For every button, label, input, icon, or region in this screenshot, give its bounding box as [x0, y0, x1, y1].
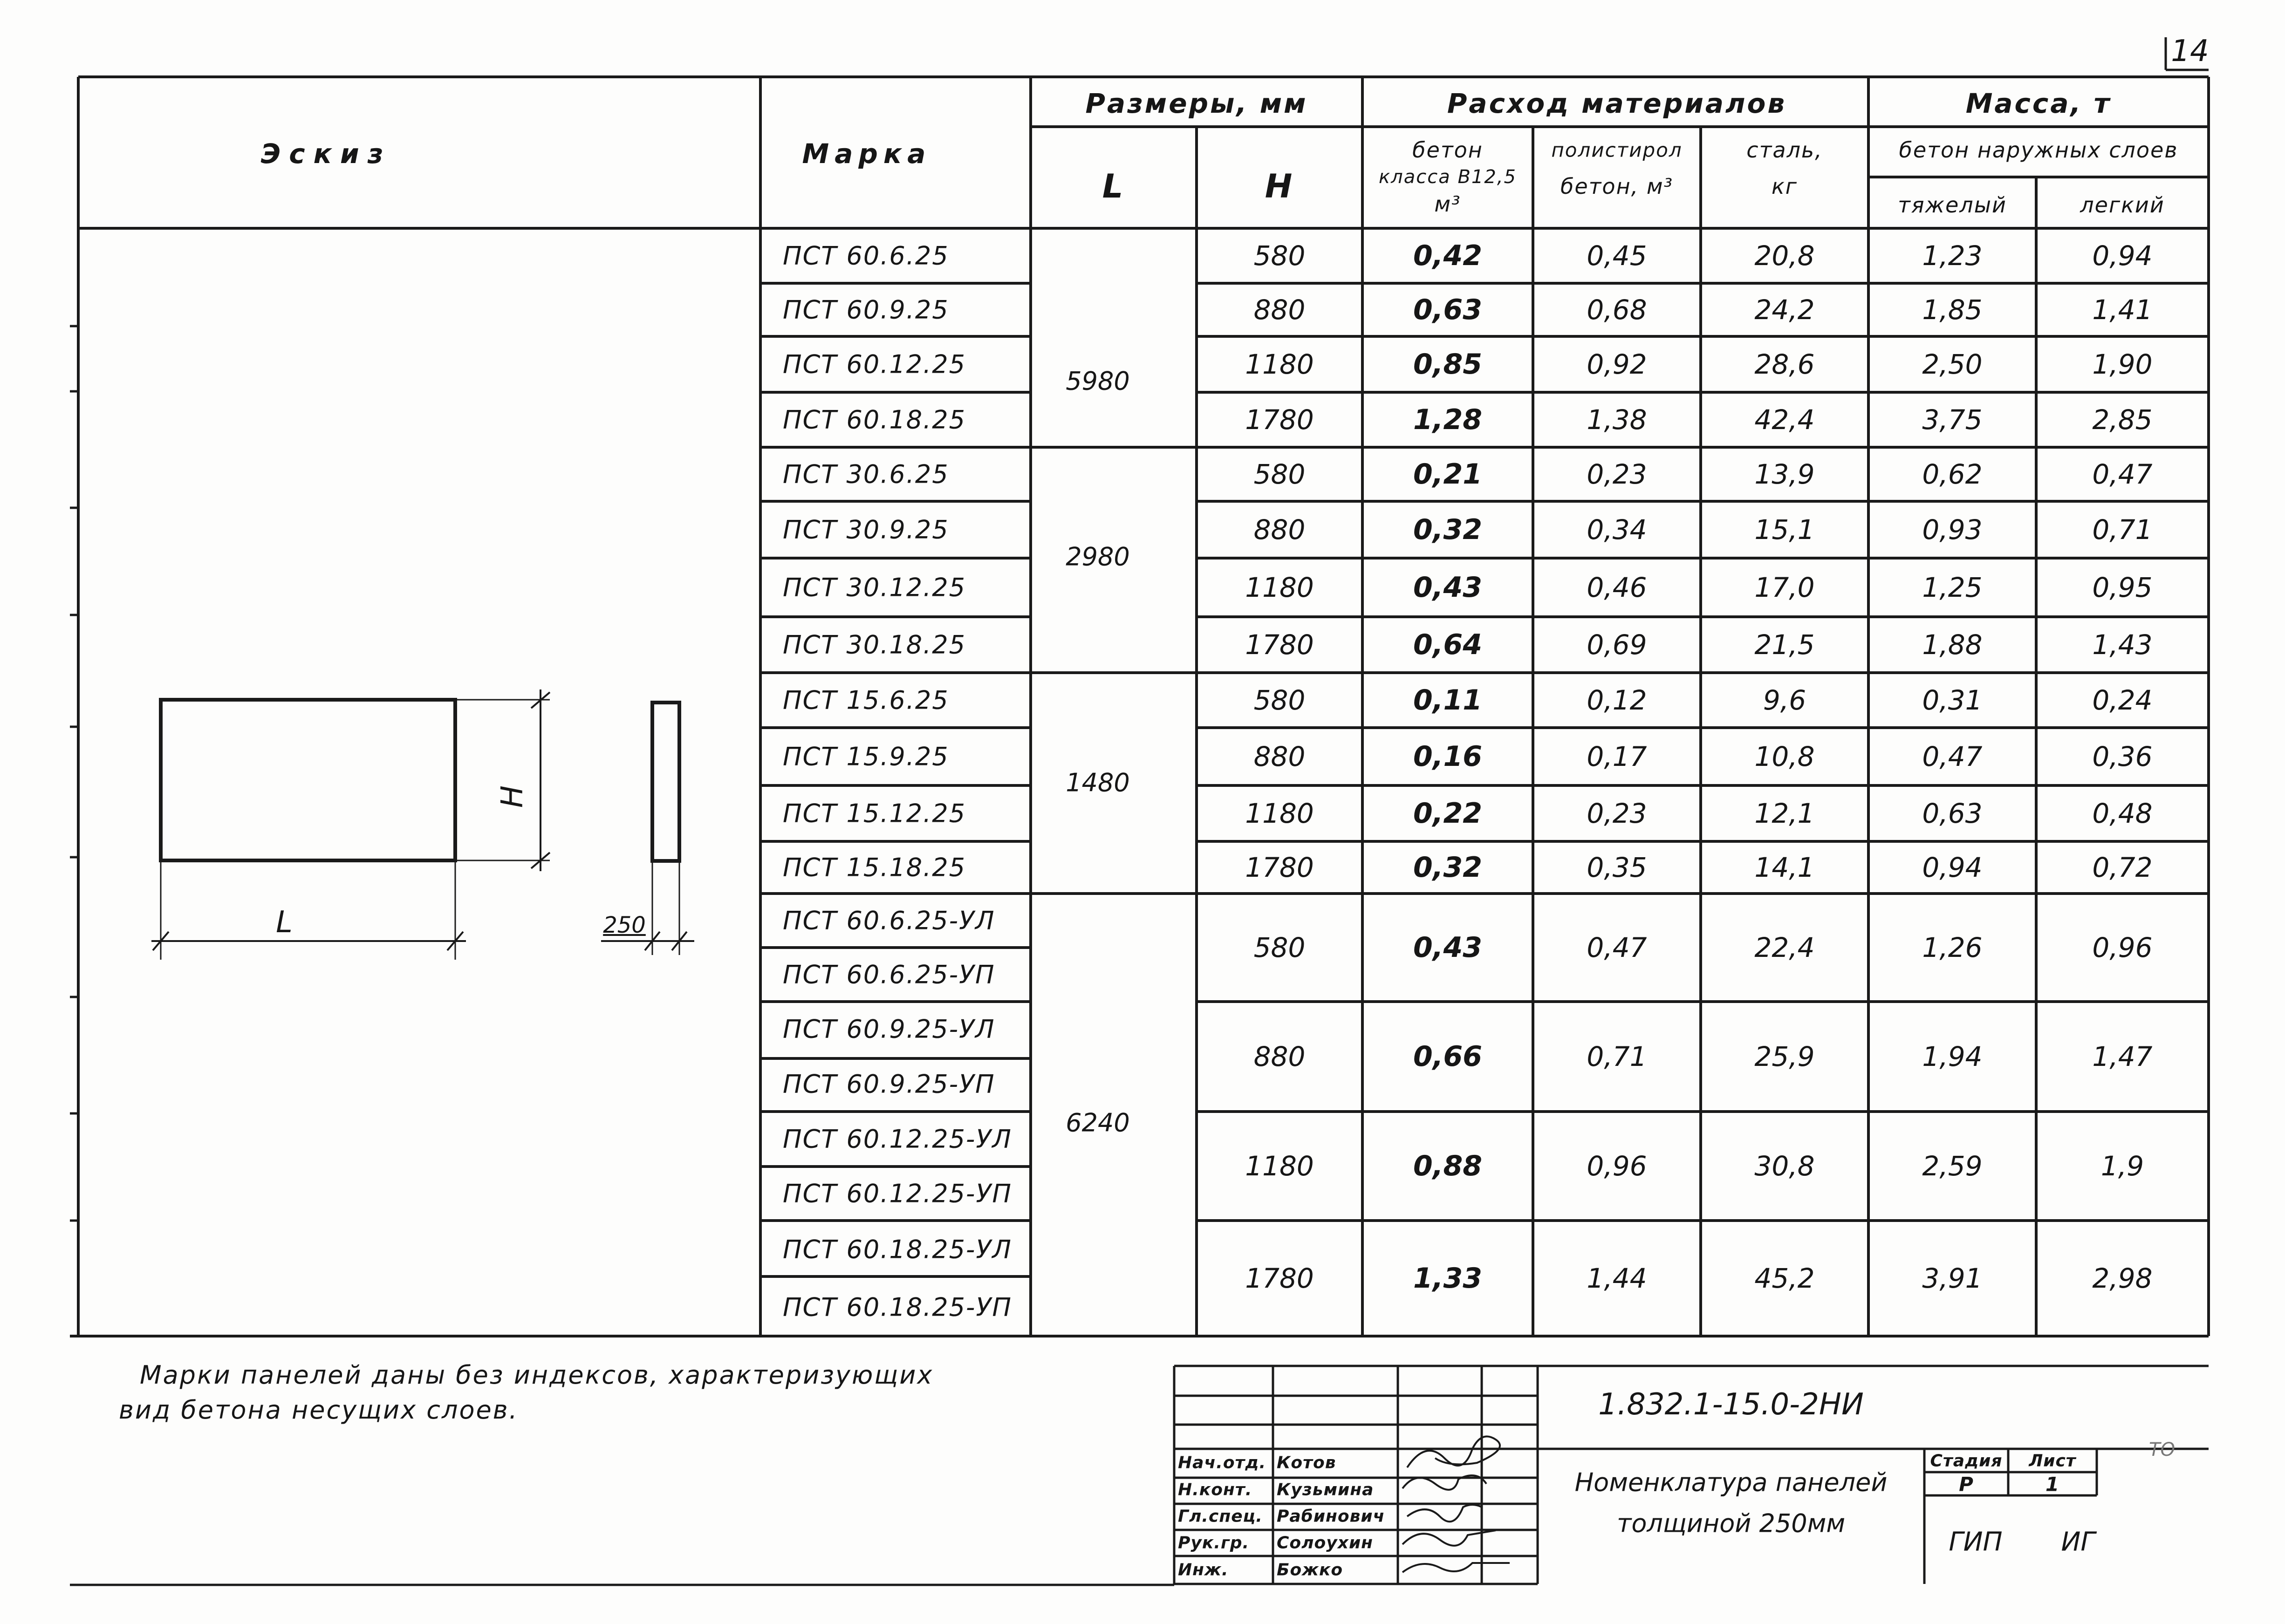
sheet-label: Лист: [2029, 1451, 2076, 1471]
cell-mark: ПСТ 30.6.25: [783, 459, 949, 489]
stage-value: Р: [1959, 1473, 1974, 1496]
cell-h: 580: [1253, 684, 1306, 716]
cell-light: 0,96: [2092, 932, 2153, 963]
cell-h: 1780: [1245, 1262, 1314, 1294]
cell-poly: 0,71: [1587, 1041, 1647, 1072]
header-poly-2: бетон, м³: [1560, 174, 1674, 199]
cell-poly: 0,45: [1587, 240, 1647, 272]
cell-heavy: 2,50: [1922, 348, 1983, 380]
cell-heavy: 1,88: [1922, 629, 1983, 661]
cell-heavy: 1,23: [1922, 240, 1983, 272]
cell-heavy: 1,26: [1922, 932, 1983, 963]
cell-light: 0,72: [2092, 852, 2153, 883]
cell-steel: 30,8: [1754, 1150, 1815, 1182]
cell-mark: ПСТ 15.9.25: [783, 742, 949, 771]
header-outer-layers: бетон наружных слоев: [1899, 137, 2178, 163]
cell-light: 1,47: [2092, 1041, 2153, 1072]
cell-steel: 12,1: [1754, 798, 1815, 829]
cell-heavy: 0,31: [1922, 684, 1983, 716]
l-group-6240: 6240: [1066, 1108, 1130, 1138]
cell-mark: ПСТ 30.12.25: [783, 573, 966, 602]
header-mass: Масса, т: [1965, 88, 2112, 119]
cell-light: 1,43: [2092, 629, 2153, 661]
cell-h: 1180: [1245, 798, 1314, 829]
cell-light: 1,41: [2092, 294, 2153, 326]
cell-concrete: 0,16: [1413, 740, 1483, 773]
cell-poly: 0,96: [1587, 1150, 1647, 1182]
cell-concrete: 0,32: [1413, 851, 1483, 884]
cell-poly: 0,34: [1587, 514, 1647, 546]
sketch-label-thickness: 250: [603, 912, 646, 938]
cell-light: 0,47: [2092, 458, 2153, 490]
cell-mark: ПСТ 30.18.25: [783, 630, 966, 660]
cell-concrete: 0,11: [1413, 684, 1483, 716]
header-concrete-3: м³: [1434, 191, 1461, 217]
cell-light: 0,95: [2092, 572, 2153, 603]
cell-steel: 22,4: [1754, 932, 1815, 963]
cell-mark: ПСТ 60.18.25-УП: [783, 1292, 1012, 1322]
cell-poly: 0,23: [1587, 458, 1647, 490]
cell-light: 0,71: [2092, 514, 2153, 546]
cell-concrete: 0,42: [1413, 239, 1483, 272]
right-fragment: ТО: [2149, 1439, 2175, 1460]
staff-name: Кузьмина: [1277, 1480, 1374, 1500]
cell-h: 1180: [1245, 1150, 1314, 1182]
cell-heavy: 1,85: [1922, 294, 1983, 326]
cell-h: 1180: [1245, 348, 1314, 380]
cell-steel: 20,8: [1754, 240, 1815, 272]
cell-h: 1780: [1245, 404, 1314, 436]
cell-poly: 0,46: [1587, 572, 1647, 603]
header-sketch: Эскиз: [260, 138, 392, 170]
cell-light: 0,48: [2092, 798, 2153, 829]
cell-steel: 42,4: [1754, 404, 1815, 436]
cell-h: 1180: [1245, 572, 1314, 603]
cell-poly: 0,92: [1587, 348, 1647, 380]
cell-heavy: 3,75: [1922, 404, 1983, 436]
organization: ГИП: [1949, 1527, 2003, 1557]
cell-concrete: 1,33: [1413, 1262, 1483, 1295]
cell-mark: ПСТ 15.12.25: [783, 798, 966, 828]
cell-mark: ПСТ 15.18.25: [783, 853, 966, 882]
cell-concrete: 0,32: [1413, 513, 1483, 546]
organization-tail: ИГ: [2061, 1527, 2095, 1557]
cell-h: 880: [1253, 294, 1306, 326]
cell-h: 880: [1253, 1041, 1306, 1072]
cell-mark: ПСТ 60.12.25-УЛ: [783, 1124, 1012, 1153]
sheet-number: 14: [2171, 34, 2209, 68]
cell-concrete: 0,85: [1413, 348, 1483, 381]
cell-concrete: 0,43: [1413, 571, 1483, 604]
cell-light: 0,94: [2092, 240, 2153, 272]
cell-concrete: 1,28: [1413, 403, 1483, 436]
cell-concrete: 0,66: [1413, 1040, 1483, 1073]
l-group-1480: 1480: [1066, 768, 1130, 798]
header-mark: Марка: [802, 138, 931, 170]
cell-concrete: 0,88: [1413, 1150, 1483, 1182]
cell-poly: 0,12: [1587, 684, 1647, 716]
cell-heavy: 1,94: [1922, 1041, 1983, 1072]
cell-mark: ПСТ 60.9.25-УЛ: [783, 1014, 995, 1044]
note-line-2: вид бетона несущих слоев.: [119, 1395, 519, 1425]
l-group-5980: 5980: [1066, 366, 1130, 396]
cell-poly: 1,38: [1587, 404, 1647, 436]
cell-steel: 28,6: [1754, 348, 1815, 380]
sheet-value: 1: [2045, 1473, 2060, 1496]
header-poly-1: полистирол: [1551, 138, 1683, 162]
cell-h: 580: [1253, 932, 1306, 963]
staff-role: Н.конт.: [1178, 1480, 1252, 1500]
header-dim-h: H: [1265, 167, 1294, 205]
cell-steel: 10,8: [1754, 741, 1815, 772]
cell-mark: ПСТ 60.6.25-УЛ: [783, 906, 995, 935]
cell-concrete: 0,21: [1413, 458, 1483, 491]
header-concrete-2: класса В12,5: [1379, 166, 1517, 188]
header-concrete-1: бетон: [1412, 137, 1483, 163]
header-dimensions: Размеры, мм: [1085, 88, 1308, 119]
cell-h: 580: [1253, 458, 1306, 490]
cell-steel: 15,1: [1754, 514, 1815, 546]
l-group-2980: 2980: [1066, 542, 1130, 572]
cell-mark: ПСТ 60.12.25: [783, 349, 966, 379]
cell-mark: ПСТ 15.6.25: [783, 685, 949, 715]
staff-name: Котов: [1277, 1453, 1336, 1473]
cell-steel: 45,2: [1754, 1262, 1815, 1294]
cell-light: 2,98: [2092, 1262, 2153, 1294]
cell-steel: 24,2: [1754, 294, 1815, 326]
document-title-1: Номенклатура панелей: [1574, 1467, 1888, 1497]
cell-light: 0,24: [2092, 684, 2153, 716]
cell-mark: ПСТ 60.6.25-УП: [783, 960, 995, 989]
cell-heavy: 2,59: [1922, 1150, 1983, 1182]
sketch-label-l: L: [276, 905, 293, 940]
staff-role: Инж.: [1178, 1560, 1229, 1580]
cell-h: 1780: [1245, 852, 1314, 883]
header-steel-2: кг: [1772, 174, 1798, 199]
stage-label: Стадия: [1930, 1451, 2003, 1471]
cell-steel: 25,9: [1754, 1041, 1815, 1072]
cell-light: 2,85: [2092, 404, 2153, 436]
cell-steel: 9,6: [1763, 684, 1806, 716]
cell-heavy: 0,94: [1922, 852, 1983, 883]
cell-h: 580: [1253, 240, 1306, 272]
cell-concrete: 0,63: [1413, 293, 1483, 326]
cell-poly: 0,17: [1587, 741, 1647, 772]
cell-heavy: 0,62: [1922, 458, 1983, 490]
note-line-1: Марки панелей даны без индексов, характеризующих: [140, 1360, 934, 1390]
cell-concrete: 0,43: [1413, 931, 1483, 964]
cell-mark: ПСТ 60.12.25-УП: [783, 1179, 1012, 1208]
cell-light: 0,36: [2092, 741, 2153, 772]
header-dim-l: L: [1102, 167, 1125, 205]
cell-poly: 1,44: [1587, 1262, 1647, 1294]
cell-steel: 14,1: [1754, 852, 1815, 883]
header-heavy: тяжелый: [1898, 192, 2007, 218]
cell-h: 880: [1253, 514, 1306, 546]
cell-heavy: 0,93: [1922, 514, 1983, 546]
header-materials: Расход материалов: [1447, 88, 1787, 119]
cell-mark: ПСТ 60.6.25: [783, 241, 949, 271]
cell-mark: ПСТ 60.9.25-УП: [783, 1069, 995, 1099]
cell-steel: 17,0: [1754, 572, 1815, 603]
staff-role: Нач.отд.: [1178, 1453, 1266, 1473]
cell-mark: ПСТ 60.18.25-УЛ: [783, 1235, 1012, 1264]
cell-mark: ПСТ 60.9.25: [783, 295, 949, 325]
staff-role: Гл.спец.: [1178, 1507, 1263, 1526]
staff-name: Рабинович: [1277, 1507, 1385, 1526]
cell-h: 880: [1253, 741, 1306, 772]
cell-h: 1780: [1245, 629, 1314, 661]
staff-name: Божко: [1277, 1560, 1343, 1580]
cell-light: 1,90: [2092, 348, 2153, 380]
cell-light: 1,9: [2100, 1150, 2144, 1182]
cell-concrete: 0,64: [1413, 628, 1483, 661]
cell-heavy: 0,47: [1922, 741, 1983, 772]
cell-poly: 0,69: [1587, 629, 1647, 661]
document-code: 1.832.1-15.0-2НИ: [1598, 1387, 1864, 1422]
cell-steel: 13,9: [1754, 458, 1815, 490]
cell-poly: 0,68: [1587, 294, 1647, 326]
sketch-label-h: H: [495, 785, 530, 808]
cell-heavy: 3,91: [1922, 1262, 1983, 1294]
cell-poly: 0,35: [1587, 852, 1647, 883]
cell-poly: 0,23: [1587, 798, 1647, 829]
staff-name: Солоухин: [1277, 1533, 1374, 1553]
cell-mark: ПСТ 30.9.25: [783, 515, 949, 545]
cell-heavy: 1,25: [1922, 572, 1983, 603]
cell-concrete: 0,22: [1413, 797, 1483, 830]
cell-heavy: 0,63: [1922, 798, 1983, 829]
cell-mark: ПСТ 60.18.25: [783, 405, 966, 435]
header-steel-1: сталь,: [1746, 137, 1823, 163]
cell-poly: 0,47: [1587, 932, 1647, 963]
cell-steel: 21,5: [1754, 629, 1815, 661]
document-title-2: толщиной 250мм: [1616, 1508, 1846, 1538]
staff-role: Рук.гр.: [1178, 1533, 1250, 1553]
header-light: легкий: [2080, 192, 2165, 218]
